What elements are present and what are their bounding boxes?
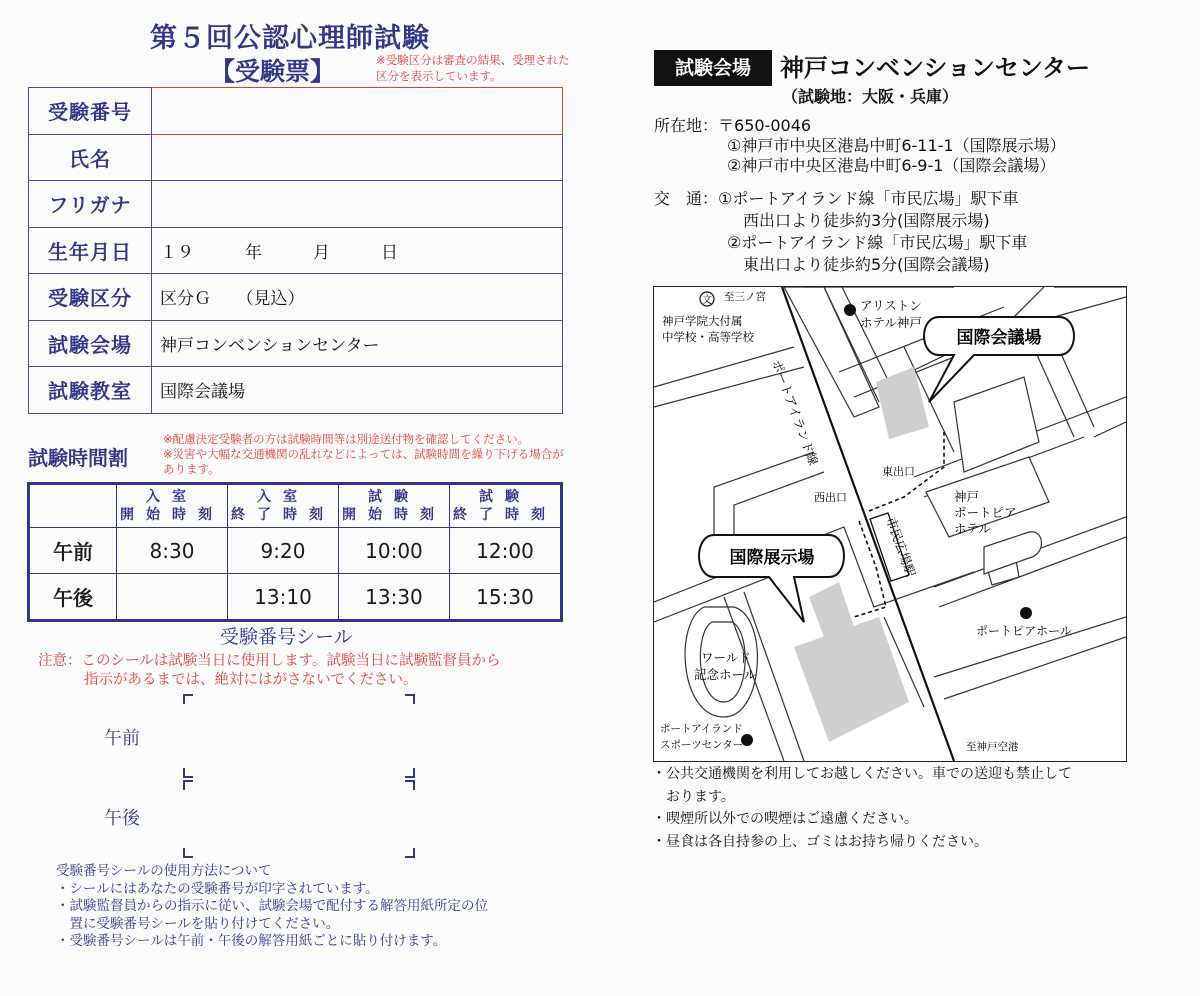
time-cell bbox=[117, 574, 228, 621]
seal-corner-mark bbox=[405, 780, 415, 790]
info-row bbox=[29, 320, 563, 367]
map-dot-arriston bbox=[844, 304, 856, 316]
venue-address bbox=[654, 116, 1066, 176]
room-field: 国際会議場 bbox=[152, 367, 563, 414]
map-label-line: ポートアイランド線 bbox=[769, 357, 822, 468]
access-line: 西出口より徒歩約3分(国際展示場) bbox=[727, 211, 990, 230]
info-row bbox=[29, 88, 563, 135]
admission-ticket-heading: 【受験票】 bbox=[210, 57, 336, 86]
seal-am-label: 午前 bbox=[104, 728, 140, 749]
map-label-portopia-hall: ポートピアホール bbox=[976, 624, 1072, 638]
info-label: 氏名 bbox=[29, 134, 152, 181]
map-label-school-2: 中学校・高等学校 bbox=[662, 330, 754, 344]
candidate-info-table bbox=[28, 87, 563, 414]
access-text: ①ポートアイランド線「市民広場」駅下車 bbox=[718, 189, 1019, 208]
header-top: 入室 bbox=[145, 489, 198, 505]
birthdate-field: １９ 年 月 日 bbox=[152, 227, 563, 274]
info-label: 受験区分 bbox=[29, 274, 152, 321]
map-label-portopia-hotel-1: 神戸 bbox=[954, 489, 980, 504]
map-label-arriston-1: アリストン bbox=[860, 298, 922, 313]
seal-corner-mark bbox=[405, 694, 415, 704]
venue-badge: 試験会場 bbox=[654, 50, 772, 86]
venue-note: ・喫煙所以外での喫煙はご遠慮ください。 bbox=[652, 811, 918, 827]
seal-corner-mark bbox=[183, 780, 193, 790]
schedule-row-am bbox=[29, 528, 562, 574]
map-label-tenji: 国際展示場 bbox=[729, 548, 815, 568]
schedule-table bbox=[27, 482, 563, 622]
access-label: 交 通： bbox=[654, 189, 719, 208]
info-label: 受験番号 bbox=[29, 88, 152, 135]
venue-note: ・公共交通機関を利用してお越しください。車での送迎も禁止して bbox=[652, 766, 1072, 782]
usage-item: ・受験番号シールは午前・午後の解答用紙ごとに貼り付けます。 bbox=[56, 933, 447, 949]
address-line bbox=[654, 116, 1066, 136]
map-label-west-exit: 西出口 bbox=[814, 491, 847, 504]
map-label-kaigi: 国際会議場 bbox=[956, 328, 1042, 348]
map-label-world-2: 記念ホール bbox=[694, 667, 757, 682]
category-note: ※受験区分は審査の結果、受理された区分を表示しています。 bbox=[376, 53, 570, 83]
schedule-header bbox=[338, 484, 449, 528]
time-cell: 15:30 bbox=[449, 574, 561, 621]
time-cell: 13:30 bbox=[338, 574, 449, 621]
header-top: 試験 bbox=[367, 489, 420, 505]
schedule-header bbox=[117, 484, 228, 528]
access-line: 東出口より徒歩約5分(国際会議場) bbox=[727, 255, 990, 274]
venue-note: おります。 bbox=[652, 788, 735, 805]
time-cell: 8:30 bbox=[117, 528, 228, 574]
header-bottom: 終了時刻 bbox=[452, 507, 557, 523]
schedule-title: 試験時間割 bbox=[28, 446, 128, 470]
map-label-world-1: ワールド bbox=[701, 650, 751, 665]
school-icon-glyph: 文 bbox=[702, 295, 712, 306]
info-row bbox=[29, 227, 563, 274]
schedule-note: ※災害や大幅な交通機関の乱れなどによっては、試験時間を繰り下げる場合があります。 bbox=[163, 447, 564, 476]
map-label-school-1: 神戸学院大付属 bbox=[662, 314, 743, 328]
address-line: ②神戸市中央区港島中町6-9-1（国際会議場） bbox=[727, 156, 1056, 175]
map-label-portopia-hotel-2: ポートピア bbox=[954, 505, 1017, 520]
exam-title: 第５回公認心理師試験 bbox=[150, 23, 430, 54]
postal-code: 〒650-0046 bbox=[718, 116, 812, 135]
schedule-header bbox=[449, 484, 561, 528]
header-bottom: 開始時刻 bbox=[341, 507, 446, 523]
map-label-to-airport: 至神戸空港 bbox=[966, 741, 1019, 753]
venue-note: ・昼食は各自持参の上、ゴミはお持ち帰りください。 bbox=[652, 833, 988, 850]
map-buildings bbox=[926, 377, 1049, 585]
seal-title: 受験番号シール bbox=[220, 626, 353, 648]
seal-warning-line2: 指示があるまでは、絶対にはがさないでください。 bbox=[84, 672, 418, 688]
address-label: 所在地： bbox=[654, 116, 719, 135]
info-label: 生年月日 bbox=[29, 227, 152, 274]
row-label: 午前 bbox=[29, 528, 117, 574]
usage-item: 置に受験番号シールを貼り付けてください。 bbox=[56, 915, 340, 932]
header-bottom: 終了時刻 bbox=[230, 507, 335, 523]
header-top: 入室 bbox=[256, 489, 309, 505]
furigana-field bbox=[152, 181, 563, 228]
schedule-note: ※配慮決定受験者の方は試験時間等は別途送付物を確認してください。 bbox=[163, 432, 530, 446]
venue-name: 神戸コンベンションセンター bbox=[780, 54, 1090, 82]
access-line: ②ポートアイランド線「市民広場」駅下車 bbox=[727, 233, 1028, 252]
info-row bbox=[29, 181, 563, 228]
usage-item: ・シールにはあなたの受験番号が印字されています。 bbox=[56, 880, 379, 897]
seal-corner-mark bbox=[183, 694, 193, 704]
usage-title: 受験番号シールの使用方法について bbox=[56, 863, 272, 879]
info-label: フリガナ bbox=[29, 181, 152, 228]
schedule-header-row bbox=[29, 484, 562, 528]
map-label-to-sannomiya: 至三ノ宮 bbox=[724, 291, 766, 303]
map-label-east-exit: 東出口 bbox=[882, 465, 915, 478]
header-top: 試験 bbox=[478, 489, 531, 505]
seal-usage-instructions bbox=[56, 863, 596, 951]
usage-item: ・試験監督員からの指示に従い、試験会場で配付する解答用紙所定の位 bbox=[56, 898, 488, 914]
map-label-station: 市民広場駅 bbox=[883, 514, 919, 579]
time-cell: 9:20 bbox=[227, 528, 338, 574]
info-label: 試験会場 bbox=[29, 320, 152, 367]
seal-warning-line1: 注意：このシールは試験当日に使用します。試験当日に試験監督員から bbox=[38, 653, 501, 669]
venue-region: （試験地：大阪・兵庫） bbox=[782, 87, 959, 106]
address-line: ①神戸市中央区港島中町6-11-1（国際展示場） bbox=[727, 136, 1066, 155]
info-row bbox=[29, 134, 563, 181]
map-dot-portopia-hall bbox=[1020, 607, 1032, 619]
schedule-header bbox=[227, 484, 338, 528]
seal-pm-label: 午後 bbox=[104, 808, 140, 829]
map-label-arriston-2: ホテル神戸 bbox=[860, 315, 922, 330]
venue-access bbox=[654, 188, 1027, 276]
access-line bbox=[654, 188, 1027, 210]
exam-number-field bbox=[152, 88, 563, 135]
venue-map bbox=[653, 286, 1127, 762]
seal-corner-mark bbox=[405, 848, 415, 858]
venue-field: 神戸コンベンションセンター bbox=[152, 320, 563, 367]
name-field bbox=[152, 134, 563, 181]
time-cell: 10:00 bbox=[338, 528, 449, 574]
schedule-corner bbox=[29, 484, 117, 528]
seal-corner-mark bbox=[183, 848, 193, 858]
seal-corner-mark bbox=[405, 768, 415, 778]
seal-corner-mark bbox=[183, 768, 193, 778]
info-row bbox=[29, 367, 563, 414]
category-field: 区分Ｇ （見込） bbox=[152, 274, 563, 321]
time-cell: 12:00 bbox=[449, 528, 561, 574]
schedule-notes bbox=[163, 432, 568, 477]
header-bottom: 開始時刻 bbox=[119, 507, 224, 523]
map-label-sports-2: スポーツセンター bbox=[660, 739, 744, 751]
schedule-row-pm bbox=[29, 574, 562, 621]
time-cell: 13:10 bbox=[227, 574, 338, 621]
map-label-sports-1: ポートアイランド bbox=[660, 723, 743, 735]
row-label: 午後 bbox=[29, 574, 117, 621]
info-label: 試験教室 bbox=[29, 367, 152, 414]
venue-notes bbox=[652, 763, 1142, 853]
map-label-portopia-hotel-3: ホテル bbox=[954, 521, 991, 536]
info-row bbox=[29, 274, 563, 321]
